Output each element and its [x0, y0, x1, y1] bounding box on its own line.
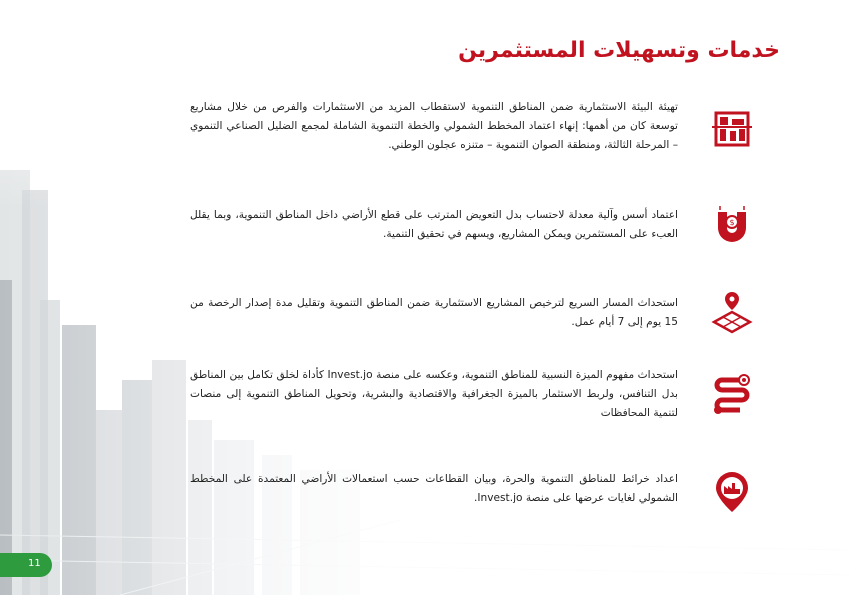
service-text: اعتماد أسس وآلية معدلة لاحتساب بدل التعويض المترتب على قطع الأراضي داخل المناطق التنموية، وبما يقلل العبء على المستثمرين ويمكن المشاريع، ويسهم في تحقيق التنمية.	[190, 209, 678, 240]
industrial-zone-map-icon	[710, 107, 754, 151]
page-number-badge	[0, 553, 52, 577]
road-route-icon	[710, 372, 754, 416]
service-text: تهيئة البيئة الاستثمارية ضمن المناطق التنموية لاستقطاب المزيد من الاستثمارات والفرص من خلال مشاريع توسعة كان من أهمها: إنهاء اعتماد المخطط الشمولي والخطة التنموية الشاملة لمجمع الضليل الصناعي التنموي – المرحلة الثالثة، ومنطقة الصوان التنموية – متنزه عجلون الوطني.	[190, 101, 678, 151]
service-item	[190, 468, 830, 538]
service-item	[190, 198, 830, 268]
magnet-money-icon	[710, 204, 754, 248]
factory-location-pin-icon	[710, 470, 754, 514]
land-plot-location-icon	[710, 290, 754, 334]
page-title: خدمات وتسهيلات المستثمرين	[458, 38, 780, 63]
service-item	[190, 92, 830, 162]
service-text: استحداث المسار السريع لترخيص المشاريع الاستثمارية ضمن المناطق التنموية وتقليل مدة إصدار الرخصة من 15 يوم إلى 7 أيام عمل.	[190, 297, 678, 328]
service-text: استحداث مفهوم الميزة النسبية للمناطق التنموية، وعكسه على منصة Invest.jo كأداة لخلق تكامل بين المناطق بدل التنافس، ولربط الاستثمار بالميزة الجغرافية والاقتصادية والبشرية، وتحويل المناطق التنموية إلى منصات لتنمية المحافظات	[190, 369, 678, 419]
service-item	[190, 360, 830, 430]
svg-text:$: $	[729, 218, 735, 227]
page-number: 11	[28, 558, 41, 569]
service-item	[190, 288, 830, 358]
service-text: اعداد خرائط للمناطق التنموية والحرة، وبيان القطاعات حسب استعمالات الأراضي المعتمدة على المخطط الشمولي لغايات عرضها على منصة Invest.jo.	[190, 473, 678, 504]
